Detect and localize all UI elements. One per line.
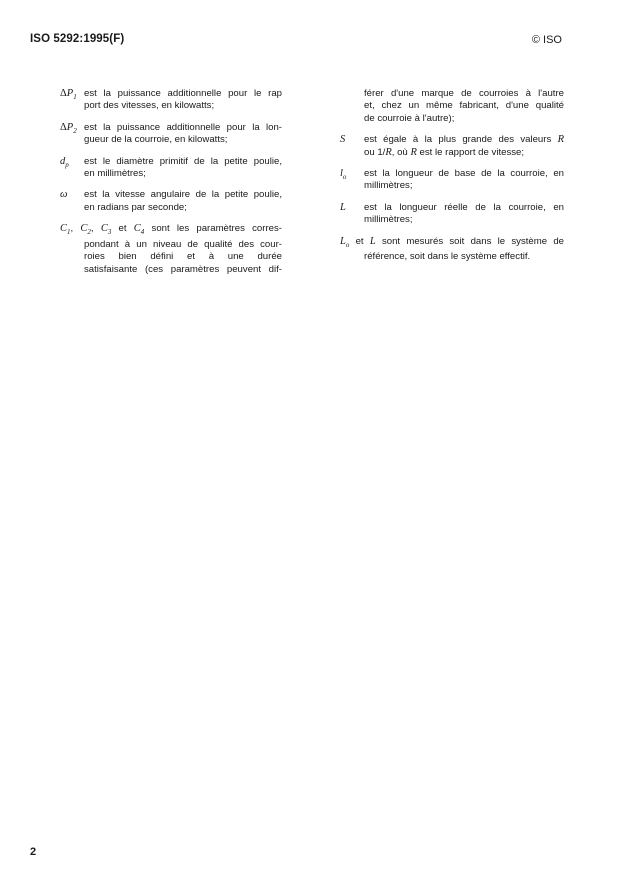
symbol-lo: $l_o$ (340, 168, 347, 182)
left-column (60, 88, 282, 285)
definition-l (340, 202, 564, 227)
c-parameters-first-line: $C_1$, $C_2$, $C_3$ et $C_4$ sont les paramètres corres- (60, 223, 282, 237)
copyright-notice: © ISO (531, 34, 562, 46)
c-parameters-continuation: pondant à un niveau de qualité des cour- roies bien défini et à une durée satisfaisante (ces paramètres peuvent dif- (84, 238, 282, 275)
definition-delta-p1 (60, 88, 282, 113)
description-omega: est la vitesse angulaire de la petite poulie, en radians par seconde; (84, 189, 282, 213)
description-lo: est la longueur de base de la courroie, en millimètres; (364, 168, 564, 192)
symbol-omega: ω (60, 189, 68, 201)
definition-s (340, 134, 564, 159)
description-delta-p1: est la puissance additionnelle pour le rap port des vitesses, en kilowatts; (84, 88, 282, 112)
note-lo-and-l-continuation: référence, soit dans le système effectif. (364, 251, 531, 263)
description-delta-p2: est la puissance additionnelle pour la lon- gueur de la courroie, en kilowatts; (84, 121, 282, 146)
document-standard-id: ISO 5292:1995(F) (30, 33, 125, 45)
symbol-delta-p1: $\Delta P_1$ (60, 88, 77, 102)
symbol-dp: $d_p$ (60, 155, 69, 169)
right-column (340, 88, 564, 273)
definition-c-parameters (60, 223, 282, 276)
symbol-s: S (340, 134, 346, 146)
description-l: est la longueur réelle de la courroie, en millimètres; (364, 201, 564, 226)
description-s: est égale à la plus grande des valeurs R ou 1/R, où R est le rapport de vitesse; (364, 134, 564, 158)
definition-delta-p2 (60, 122, 282, 147)
definition-dp (60, 156, 282, 181)
note-lo-and-l-first-line: $L_o$ et L sont mesurés soit dans le système de (340, 235, 564, 249)
symbol-delta-p2: $\Delta P_2$ (60, 121, 77, 135)
definition-lo (340, 168, 564, 193)
c-parameters-continued-text: férer d'une marque de courroies à l'autre et, chez un même fabricant, d'une qualité de courroie à l'autre); (364, 88, 564, 124)
note-lo-and-l (340, 236, 564, 264)
page-number: 2 (30, 846, 37, 858)
definition-omega (60, 189, 282, 214)
description-dp: est le diamètre primitif de la petite poulie, en millimètres; (84, 155, 282, 180)
symbol-l: L (340, 201, 346, 213)
